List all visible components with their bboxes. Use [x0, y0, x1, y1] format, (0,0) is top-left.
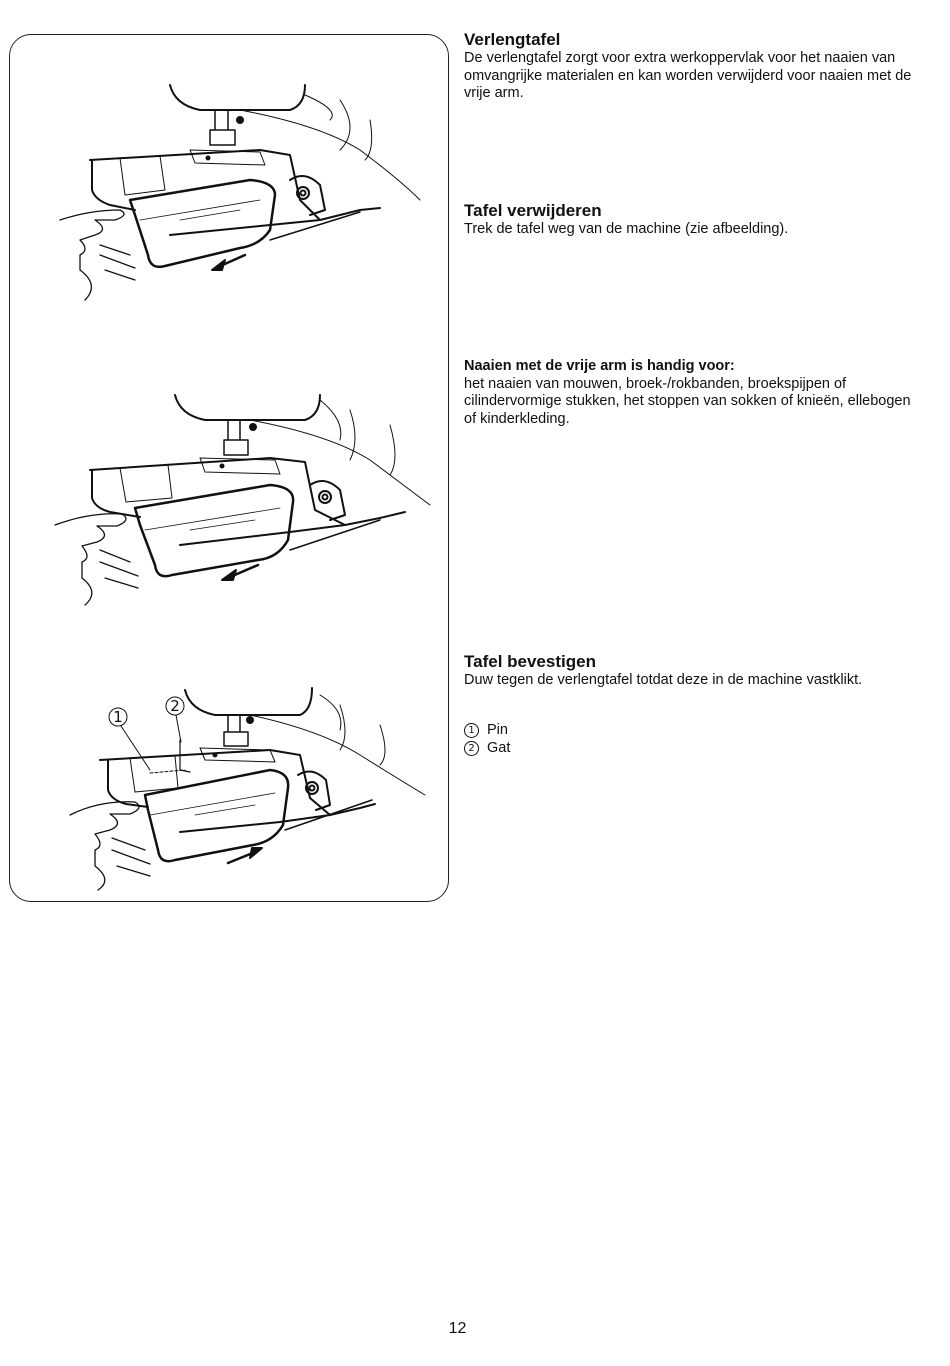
section-title: Tafel verwijderen [464, 201, 602, 220]
legend-label: Gat [487, 739, 511, 756]
legend-number: 2 [464, 741, 479, 756]
legend-item [464, 740, 924, 758]
illustration-attach-table [0, 680, 440, 900]
section-verlengtafel [464, 30, 924, 103]
section-title: Verlengtafel [464, 30, 561, 49]
section-body: De verlengtafel zorgt voor extra werkoppervlak voor het naaien van omvangrijke materialen en kan worden verwijderd voor naaien met de vrije arm. [464, 50, 912, 101]
section-vrije-arm [464, 358, 924, 428]
section-subtitle: Naaien met de vrije arm is handig voor: [464, 358, 735, 374]
illustration-remove-table-2 [0, 380, 440, 620]
section-body: Trek de tafel weg van de machine (zie afbeelding). [464, 221, 789, 237]
legend [464, 722, 924, 757]
callout-1-label: 1 [113, 708, 123, 726]
legend-item [464, 722, 924, 740]
legend-number: 1 [464, 723, 479, 738]
section-body: Duw tegen de verlengtafel totdat deze in de machine vastklikt. [464, 672, 863, 688]
section-body: het naaien van mouwen, broek-/rokbanden, broekspijpen of cilindervormige stukken, het stoppen van sokken of knieën, ellebogen of kinderkleding. [464, 375, 911, 427]
page-number: 12 [448, 1320, 467, 1337]
illustration-remove-table-1 [0, 70, 440, 310]
legend-label: Pin [487, 722, 508, 738]
callout-2-label: 2 [170, 697, 180, 715]
section-title: Tafel bevestigen [464, 652, 596, 671]
section-tafel-bevestigen [464, 652, 924, 690]
section-tafel-verwijderen [464, 201, 924, 239]
